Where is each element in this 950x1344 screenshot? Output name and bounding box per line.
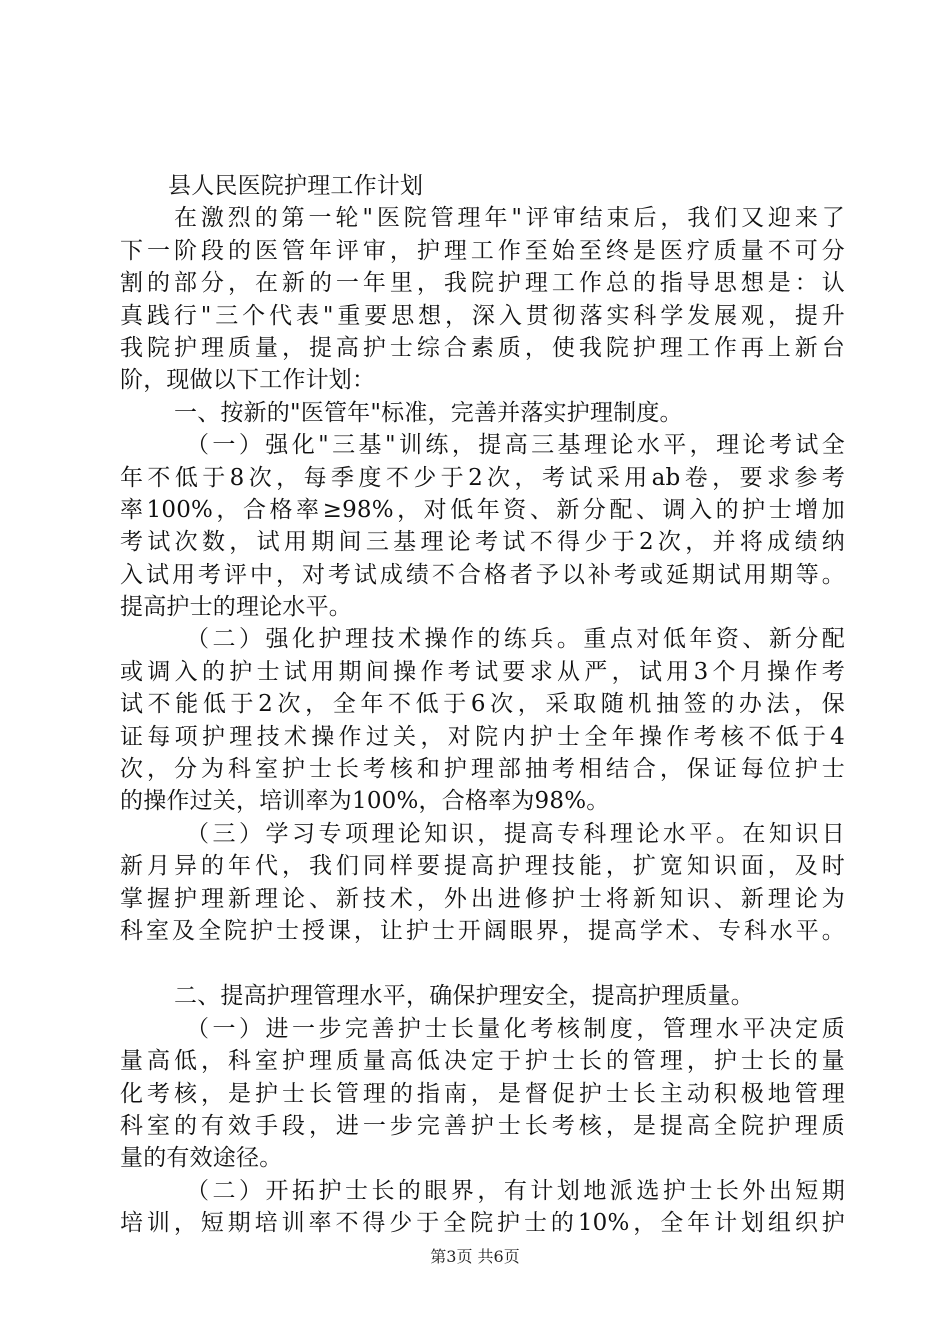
text-line: 割的部分，在新的一年里，我院护理工作总的指导思想是：认 (120, 270, 845, 297)
text-line: （二）强化护理技术操作的练兵。重点对低年资、新分配 (186, 626, 845, 653)
text-line: 提高护士的理论水平。 (120, 594, 352, 621)
text-line: 考试次数，试用期间三基理论考试不得少于2次，并将成绩纳 (120, 529, 845, 556)
text-line: （二）开拓护士长的眼界，有计划地派选护士长外出短期 (186, 1177, 845, 1204)
text-line: 培训，短期培训率不得少于全院护士的10%，全年计划组织护 (120, 1210, 845, 1237)
text-line: 化考核，是护士长管理的指南，是督促护士长主动积极地管理 (120, 1080, 845, 1107)
text-line: 科室的有效手段，进一步完善护士长考核，是提高全院护理质 (120, 1112, 845, 1139)
text-line: 新月异的年代，我们同样要提高护理技能，扩宽知识面，及时 (120, 853, 845, 880)
text-line: 率100%，合格率≥98%，对低年资、新分配、调入的护士增加 (120, 496, 845, 523)
document-title: 县人民医院护理工作计划 (168, 173, 424, 199)
text-line: 一、按新的"医管年"标准，完善并落实护理制度。 (174, 399, 683, 426)
text-line: 或调入的护士试用期间操作考试要求从严，试用3个月操作考 (120, 658, 845, 685)
text-line: （一）进一步完善护士长量化考核制度，管理水平决定质 (186, 1015, 845, 1042)
text-line: 年不低于8次，每季度不少于2次，考试采用ab卷，要求参考 (120, 464, 845, 491)
text-line: 证每项护理技术操作过关，对院内护士全年操作考核不低于4 (120, 723, 845, 750)
text-line: 的操作过关，培训率为100%，合格率为98%。 (120, 788, 610, 815)
text-line: 真践行"三个代表"重要思想，深入贯彻落实科学发展观，提升 (120, 302, 845, 329)
text-line: 量的有效途径。 (120, 1145, 283, 1172)
text-line: 阶，现做以下工作计划： (120, 367, 376, 394)
text-line: 入试用考评中，对考试成绩不合格者予以补考或延期试用期等。 (120, 561, 845, 588)
paragraph-spacer (120, 947, 845, 980)
text-line: 次，分为科室护士长考核和护理部抽考相结合，保证每位护士 (120, 756, 845, 783)
text-line: 量高低，科室护理质量高低决定于护士长的管理，护士长的量 (120, 1048, 845, 1075)
text-line: 二、提高护理管理水平，确保护理安全，提高护理质量。 (174, 983, 754, 1010)
text-line: 下一阶段的医管年评审，护理工作至始至终是医疗质量不可分 (120, 237, 845, 264)
text-line: （三）学习专项理论知识，提高专科理论水平。在知识日 (186, 820, 845, 847)
text-line: 科室及全院护士授课，让护士开阔眼界，提高学术、专科水平。 (120, 917, 845, 944)
text-line: 试不能低于2次，全年不低于6次，采取随机抽签的办法，保 (120, 691, 845, 718)
text-line: 我院护理质量，提高护士综合素质，使我院护理工作再上新台 (120, 334, 845, 361)
page-number-footer: 第3页 共6页 (430, 1247, 520, 1266)
text-line: （一）强化"三基"训练，提高三基理论水平，理论考试全 (186, 432, 845, 459)
text-line: 掌握护理新理论、新技术，外出进修护士将新知识、新理论为 (120, 885, 845, 912)
text-line: 在激烈的第一轮"医院管理年"评审结束后，我们又迎来了 (174, 205, 845, 232)
document-body (120, 170, 845, 1240)
